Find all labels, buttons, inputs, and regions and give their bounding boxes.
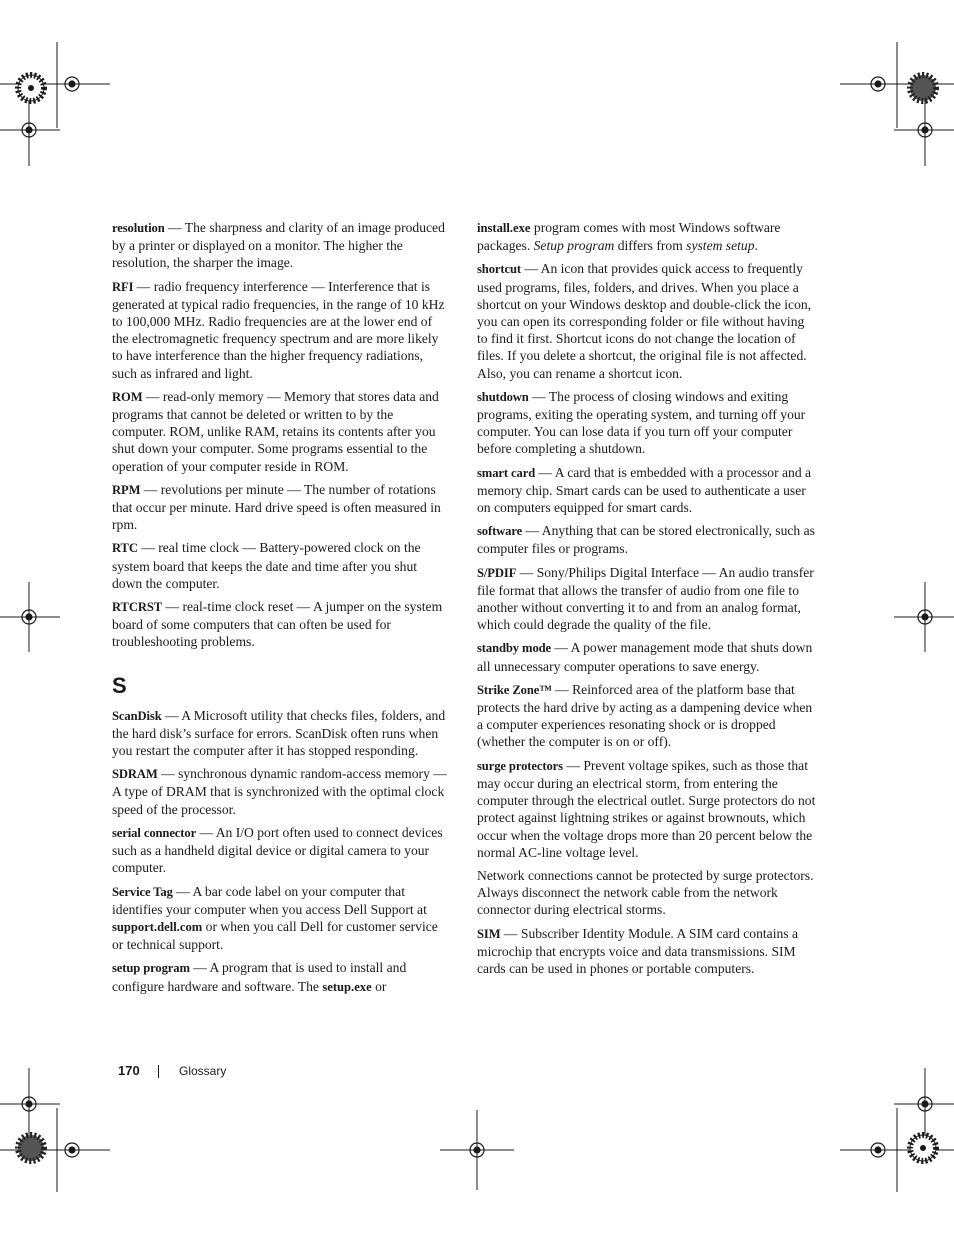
- entry-definition: — Sony/Philips Digital Interface — An audio transfer file format that allows the transfer of audio from one file to another without converting it to and from an analog format, which could degrade the quality of the file.: [477, 564, 814, 633]
- entry-definition: — read-only memory — Memory that stores data and programs that cannot be deleted or written to by the computer. ROM, unlike RAM, retains its contents after you shut down your computer. Some programs essential to the operation of your computer reside in ROM.: [112, 388, 439, 474]
- right-column: [477, 219, 817, 983]
- glossary-entry: [477, 388, 817, 458]
- entry-term: ROM: [112, 389, 143, 404]
- entry-term: software: [477, 524, 523, 539]
- glossary-entry: [112, 388, 450, 475]
- entry-definition: — Subscriber Identity Module. A SIM card contains a microchip that encrypts voice and data transmissions. SIM cards can be used in phones or portable computers.: [477, 925, 799, 976]
- footer-section-title: Glossary: [179, 1064, 227, 1078]
- glossary-entry: [112, 219, 450, 272]
- entry-definition: — radio frequency interference — Interference that is generated at typical radio frequencies, in the range of 10 kHz to 100,000 MHz. Radio frequencies are at the lower end of the electromagnetic frequency spectrum and are more likely to have interference than the higher frequency radiations, such as infrared and light.: [112, 278, 445, 381]
- entry-definition: — Anything that can be stored electronically, such as computer files or programs.: [477, 523, 815, 557]
- glossary-entry: [477, 564, 817, 634]
- entry-term: RTCRST: [112, 600, 163, 615]
- glossary-entry: [477, 639, 817, 674]
- entry-definition: — synchronous dynamic random-access memory — A type of DRAM that is synchronized with the optimal clock speed of the processor.: [112, 766, 447, 817]
- glossary-entry: [477, 260, 817, 381]
- support-link[interactable]: support.dell.com: [112, 919, 203, 934]
- entry-definition: — A card that is embedded with a processor and a memory chip. Smart cards can be used to authenticate a user on computers equipped for smart cards.: [477, 464, 812, 516]
- entry-term: SIM: [477, 926, 501, 941]
- glossary-note: Network connections cannot be protected by surge protectors. Always disconnect the network cable from the network connector during electrical storms.: [477, 867, 814, 918]
- glossary-entry: [112, 707, 450, 760]
- section-heading: S: [112, 672, 127, 698]
- entry-term: setup program: [112, 961, 190, 976]
- entry-term: Strike Zone™: [477, 682, 552, 697]
- glossary-entry: [477, 757, 817, 861]
- glossary-entry: [477, 925, 817, 978]
- entry-definition: — The process of closing windows and exiting programs, exiting the operating system, and turning off your computer. You can lose data if you turn off your computer before completing a shutdown.: [477, 388, 806, 457]
- glossary-entry: [477, 681, 817, 751]
- entry-term: RFI: [112, 279, 134, 294]
- page-number: 170: [118, 1063, 140, 1078]
- entry-definition: — An I/O port often used to connect devices such as a handheld digital device or digital camera to your computer.: [112, 824, 443, 876]
- glossary-entry: [112, 765, 450, 818]
- entry-term: SDRAM: [112, 767, 158, 782]
- entry-term: smart card: [477, 465, 536, 480]
- glossary-entry: [112, 824, 450, 877]
- entry-term: RPM: [112, 482, 141, 497]
- entry-definition: — revolutions per minute — The number of rotations that occur per minute. Hard drive speed is often measured in rpm.: [112, 481, 441, 533]
- entry-term: standby mode: [477, 641, 552, 656]
- glossary-entry: [477, 522, 817, 557]
- entry-definition: — Reinforced area of the platform base that protects the hard drive by acting as a dampening device when a computer experiences resonating shock or is dropped (whether the computer is on or off).: [477, 681, 813, 750]
- entry-definition: or when you call Dell for customer service or technical support.: [112, 918, 438, 953]
- file-name: install.exe: [477, 221, 531, 235]
- entry-definition: — A program that is used to install and configure hardware and software. The: [112, 960, 407, 994]
- glossary-entry: [112, 598, 450, 651]
- entry-definition: .: [754, 238, 758, 254]
- file-name: setup.exe: [322, 979, 372, 994]
- entry-definition: — Prevent voltage spikes, such as those that may occur during an electrical storm, from entering the computer through the electrical outlet. Surge protectors do not protect against lightning strikes or against brownouts, which occur when the voltage drops more than 20 percent below the normal AC-line voltage level.: [477, 757, 816, 860]
- glossary-entry: [112, 539, 450, 592]
- entry-definition: — A Microsoft utility that checks files, folders, and the hard disk’s surface for errors. ScanDisk often runs when you restart the computer after it has stopped responding.: [112, 707, 446, 759]
- entry-definition: — real time clock — Battery-powered clock on the system board that keeps the date and time after you shut down the computer.: [112, 540, 421, 591]
- entry-term: shutdown: [477, 389, 529, 404]
- entry-definition: — An icon that provides quick access to frequently used programs, files, folders, and drives. When you place a shortcut on your Windows desktop and double-click the icon, you can open its corresponding folder or file without having to find it first. Shortcut icons do not change the location of files. If you delete a shortcut, the original file is not affected. Also, you can rename a shortcut icon.: [477, 261, 812, 381]
- footer-divider: [158, 1065, 159, 1078]
- glossary-entry: [112, 959, 450, 995]
- entry-definition: — The sharpness and clarity of an image produced by a printer or displayed on a monitor. The higher the resolution, the sharper the image.: [112, 220, 445, 271]
- left-column: [112, 219, 450, 1002]
- cross-reference: system setup: [686, 238, 755, 254]
- entry-definition: — real-time clock reset — A jumper on the system board of some computers that can often be used for troubleshooting problems.: [112, 599, 443, 650]
- entry-term: shortcut: [477, 262, 521, 277]
- entry-definition: differs from: [614, 238, 687, 254]
- entry-definition: — A bar code label on your computer that identifies your computer when you access Dell Support at: [112, 883, 427, 917]
- entry-term: resolution: [112, 221, 165, 235]
- glossary-entry-continued: [477, 219, 817, 254]
- entry-term: surge protectors: [477, 758, 563, 773]
- entry-definition: — A power management mode that shuts down all unnecessary computer operations to save energy.: [477, 640, 813, 674]
- glossary-entry: [112, 883, 450, 954]
- cross-reference: Setup program: [533, 238, 615, 254]
- entry-term: Service Tag: [112, 884, 173, 899]
- entry-term: S/PDIF: [477, 565, 517, 580]
- entry-term: serial connector: [112, 825, 197, 840]
- entry-term: RTC: [112, 541, 138, 556]
- glossary-entry: [477, 464, 817, 517]
- entry-definition: or: [371, 978, 387, 994]
- glossary-entry: [112, 481, 450, 534]
- entry-term: ScanDisk: [112, 708, 162, 723]
- glossary-entry: [112, 278, 450, 382]
- entry-definition: program comes with most Windows software packages.: [477, 220, 781, 254]
